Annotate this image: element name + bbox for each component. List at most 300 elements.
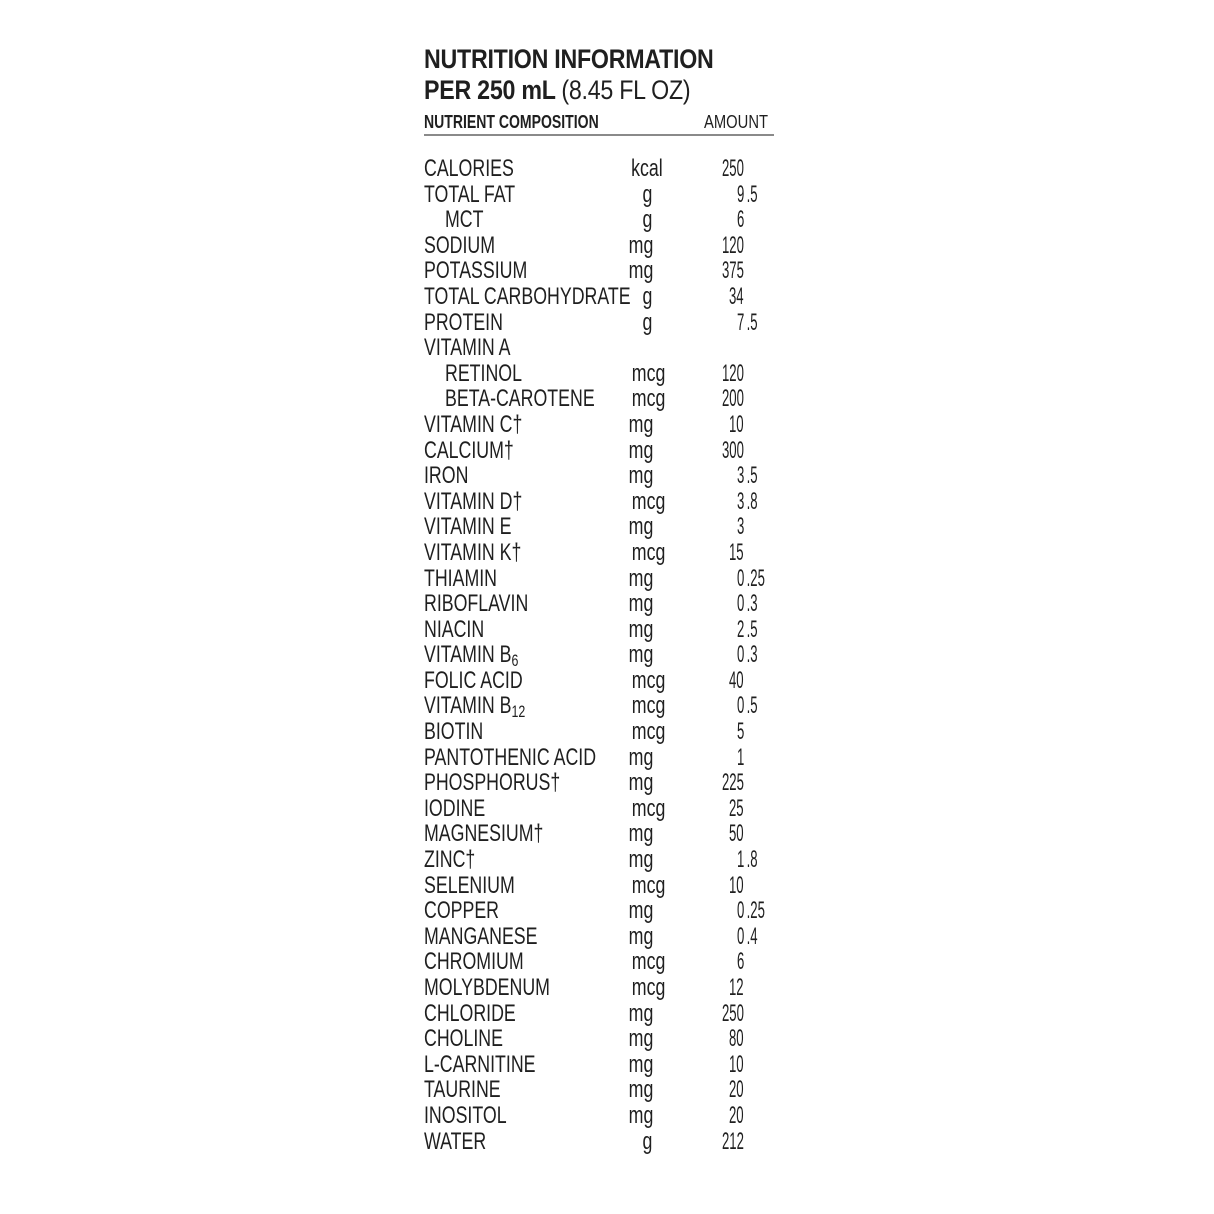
nutrient-amount — [722, 386, 762, 412]
nutrient-amount-value — [737, 310, 762, 336]
nutrient-name-subscript: 6 — [511, 651, 519, 671]
nutrient-row — [424, 821, 774, 847]
nutrient-amount-fraction: .5 — [746, 308, 758, 336]
nutrient-unit — [620, 745, 652, 771]
nutrient-unit — [620, 538, 666, 566]
nutrient-row — [424, 514, 774, 540]
nutrient-name — [424, 489, 522, 515]
nutrient-unit-text: mcg — [631, 871, 666, 899]
nutrient-name-text: VITAMIN E — [424, 513, 512, 541]
nutrient-row — [424, 796, 774, 822]
nutrient-name-text: RIBOFLAVIN — [424, 590, 529, 618]
nutrient-name — [424, 745, 596, 771]
nutrient-name — [424, 898, 499, 924]
nutrient-amount-value — [737, 566, 772, 592]
nutrient-name-text: MAGNESIUM† — [424, 820, 544, 848]
nutrient-name-text: PHOSPHORUS† — [424, 769, 561, 797]
nutrient-name — [424, 719, 483, 745]
nutrient-amount — [729, 821, 756, 847]
nutrient-name-text: TOTAL FAT — [424, 180, 516, 208]
nutrient-name — [424, 156, 514, 182]
nutrient-amount — [737, 924, 770, 950]
nutrient-amount-fraction: .25 — [746, 564, 765, 592]
nutrient-row — [424, 463, 774, 489]
nutrient-unit-text: mg — [628, 615, 654, 643]
nutrient-row — [424, 745, 774, 771]
nutrient-amount — [729, 975, 756, 1001]
nutrient-row — [424, 1052, 774, 1078]
nutrient-amount — [729, 412, 756, 438]
nutrient-unit — [620, 359, 666, 387]
nutrient-amount-value — [737, 719, 747, 745]
column-header — [424, 110, 774, 136]
nutrient-amount-value — [737, 898, 772, 924]
nutrient-unit — [620, 487, 666, 515]
nutrient-unit — [620, 412, 652, 438]
nutrient-name-text: PROTEIN — [424, 308, 503, 336]
nutrient-amount-integer: 20 — [729, 1101, 744, 1129]
nutrient-amount-value — [722, 1129, 752, 1155]
nutrient-name — [445, 386, 595, 412]
nutrient-unit-text: mcg — [631, 385, 666, 413]
nutrient-unit-text: mg — [628, 590, 654, 618]
nutrient-name — [424, 1026, 503, 1052]
nutrient-amount-integer: 10 — [729, 871, 744, 899]
nutrient-name-text: WATER — [424, 1127, 487, 1155]
nutrient-name-text: SODIUM — [424, 231, 496, 259]
nutrient-row — [424, 668, 774, 694]
nutrient-column-header: NUTRIENT COMPOSITION — [424, 112, 599, 132]
nutrient-amount-integer: 15 — [729, 538, 744, 566]
nutrient-amount — [722, 258, 762, 284]
nutrient-row — [424, 1077, 774, 1103]
nutrient-unit-text: mg — [628, 564, 654, 592]
nutrient-unit-text: mcg — [631, 794, 666, 822]
nutrient-amount-integer: 250 — [722, 155, 744, 182]
nutrient-amount-integer: 6 — [736, 948, 744, 976]
nutrient-amount — [722, 156, 762, 182]
nutrient-amount — [737, 463, 770, 489]
nutrient-amount-integer: 0 — [736, 692, 744, 720]
nutrient-unit — [620, 847, 652, 873]
nutrient-amount-integer: 200 — [722, 385, 744, 413]
nutrient-amount-fraction: .8 — [746, 487, 758, 515]
nutrient-name-text: THIAMIN — [424, 564, 498, 592]
nutrient-unit — [620, 1103, 652, 1129]
nutrient-amount-integer: 225 — [722, 769, 744, 797]
nutrient-amount-integer: 0 — [736, 590, 744, 618]
nutrient-amount-value — [737, 182, 762, 208]
serving-size-bold: PER 250 mL — [424, 75, 556, 105]
nutrient-unit-text: mg — [628, 922, 654, 950]
nutrient-row — [424, 335, 774, 361]
nutrient-row — [424, 1129, 774, 1155]
nutrient-name-text: MANGANESE — [424, 922, 538, 950]
nutrient-amount-integer: 5 — [736, 718, 744, 746]
nutrient-row — [424, 310, 774, 336]
nutrient-unit — [620, 566, 652, 592]
nutrient-amount — [729, 796, 756, 822]
nutrient-unit-text: mg — [628, 846, 654, 874]
nutrient-amount-integer: 120 — [722, 231, 744, 259]
nutrient-amount-fraction: .8 — [746, 846, 758, 874]
nutrient-amount-value — [729, 1077, 749, 1103]
nutrient-name-text: VITAMIN B — [424, 641, 512, 669]
nutrient-amount — [737, 182, 770, 208]
nutrient-unit — [620, 463, 652, 489]
nutrient-unit-text: mg — [628, 1101, 654, 1129]
nutrient-amount-value — [729, 1103, 749, 1129]
nutrient-name — [424, 821, 543, 847]
nutrient-unit — [620, 948, 666, 976]
nutrient-amount-integer: 7 — [736, 308, 744, 336]
nutrient-amount-fraction: .4 — [746, 922, 758, 950]
nutrient-amount-value — [737, 693, 762, 719]
nutrient-unit-text: mcg — [631, 359, 666, 387]
nutrient-unit — [620, 974, 666, 1001]
nutrient-amount-integer: 2 — [736, 615, 744, 643]
nutrient-unit-text: mg — [628, 1025, 654, 1053]
serving-size-ounces: (8.45 FL OZ) — [561, 75, 691, 105]
nutrient-amount — [729, 1026, 756, 1052]
nutrient-row — [424, 386, 774, 412]
nutrient-unit-text: mg — [628, 999, 654, 1027]
nutrient-name — [424, 412, 522, 438]
nutrient-name-text: BETA-CAROTENE — [445, 385, 595, 413]
nutrient-row — [424, 258, 774, 284]
nutrient-amount-integer: 9 — [736, 180, 744, 208]
nutrient-amount-integer: 20 — [729, 1076, 744, 1104]
nutrient-amount — [729, 284, 756, 310]
nutrient-unit-text: mcg — [631, 487, 666, 515]
nutrient-amount-value — [729, 796, 749, 822]
nutrient-amount-integer: 3 — [736, 513, 744, 541]
nutrient-amount-value — [722, 258, 752, 284]
nutrient-amount-integer: 0 — [736, 922, 744, 950]
nutrient-row — [424, 975, 774, 1001]
nutrient-name-subscript: 12 — [511, 702, 526, 722]
nutrient-name-text: NIACIN — [424, 615, 485, 643]
nutrient-amount-integer: 80 — [729, 1025, 744, 1053]
nutrient-name — [424, 1129, 486, 1155]
nutrient-row — [424, 284, 774, 310]
nutrient-amount-value — [729, 821, 749, 847]
nutrient-row — [424, 591, 774, 617]
nutrient-amount — [722, 770, 762, 796]
nutrient-amount-fraction: .5 — [746, 462, 758, 490]
nutrient-amount-integer: 120 — [722, 359, 744, 387]
nutrient-amount — [737, 566, 784, 592]
nutrient-amount-integer: 6 — [736, 206, 744, 234]
nutrient-unit — [620, 1026, 652, 1052]
nutrition-label — [424, 44, 774, 1154]
nutrient-amount-value — [722, 770, 752, 796]
nutrient-name — [424, 796, 485, 822]
nutrient-amount — [729, 1077, 756, 1103]
nutrient-unit-text: mg — [628, 231, 654, 259]
nutrient-name — [424, 233, 495, 259]
nutrient-amount-fraction: .3 — [746, 641, 758, 669]
nutrient-amount-value — [737, 949, 747, 975]
nutrient-unit — [620, 284, 652, 310]
nutrient-name — [424, 873, 515, 899]
nutrient-unit — [620, 310, 652, 336]
nutrient-amount — [737, 489, 770, 515]
nutrient-amount-value — [737, 924, 762, 950]
nutrient-unit — [620, 871, 666, 899]
nutrient-unit — [620, 438, 652, 464]
nutrient-name-text: FOLIC ACID — [424, 666, 523, 694]
nutrient-amount — [737, 693, 770, 719]
nutrient-amount-value — [737, 591, 762, 617]
nutrient-unit — [620, 385, 666, 413]
nutrient-unit — [620, 258, 652, 284]
nutrient-name-text: POTASSIUM — [424, 257, 528, 285]
nutrient-amount-integer: 250 — [722, 999, 744, 1027]
nutrient-amount-fraction: .5 — [746, 180, 758, 208]
nutrient-row — [424, 641, 774, 671]
nutrient-amount-integer: 25 — [729, 794, 744, 822]
nutrient-amount — [729, 873, 756, 899]
nutrient-name — [424, 617, 484, 643]
nutrient-row — [424, 692, 774, 722]
nutrient-name-text: ZINC† — [424, 846, 476, 874]
nutrient-amount — [722, 438, 762, 464]
nutrient-amount-value — [729, 540, 749, 566]
nutrient-amount — [729, 668, 756, 694]
nutrient-amount-value — [729, 284, 749, 310]
nutrient-unit — [620, 514, 652, 540]
nutrient-unit — [620, 770, 652, 796]
nutrient-amount-integer: 1 — [736, 743, 744, 771]
nutrient-unit — [620, 821, 652, 847]
nutrient-name-text: CALCIUM† — [424, 436, 514, 464]
nutrient-amount-integer: 0 — [736, 641, 744, 669]
nutrient-unit-text: mg — [628, 513, 654, 541]
nutrient-name-text: BIOTIN — [424, 718, 484, 746]
nutrient-amount-integer: 10 — [729, 410, 744, 438]
nutrient-name — [424, 847, 475, 873]
nutrient-unit — [620, 794, 666, 822]
nutrient-name — [424, 924, 537, 950]
amount-column-header: AMOUNT — [704, 112, 768, 132]
nutrient-unit — [620, 207, 652, 233]
nutrient-unit — [620, 617, 652, 643]
nutrient-unit-text: kcal — [631, 155, 663, 182]
nutrient-unit — [620, 182, 652, 208]
nutrient-unit — [620, 1077, 652, 1103]
nutrient-name — [424, 438, 514, 464]
nutrient-name — [424, 284, 631, 310]
nutrient-amount-value — [722, 233, 752, 259]
nutrient-amount-integer: 300 — [722, 436, 744, 464]
nutrient-name-text: L-CARNITINE — [424, 1050, 536, 1078]
nutrient-name-text: CHROMIUM — [424, 948, 524, 976]
nutrient-unit-text: mcg — [631, 948, 666, 976]
nutrient-row — [424, 438, 774, 464]
nutrient-name — [424, 668, 523, 694]
nutrient-amount — [737, 514, 750, 540]
nutrient-unit — [620, 642, 652, 668]
nutrient-unit — [620, 1001, 652, 1027]
nutrient-row — [424, 898, 774, 924]
nutrient-name-text: MCT — [445, 206, 484, 234]
nutrient-table — [424, 156, 774, 1154]
nutrient-amount — [729, 1052, 756, 1078]
nutrient-unit-text: g — [642, 206, 652, 234]
nutrient-amount — [737, 719, 750, 745]
nutrient-name — [424, 1052, 536, 1078]
nutrient-amount-fraction: .25 — [746, 897, 765, 925]
nutrient-row — [424, 1103, 774, 1129]
nutrient-name-text: CALORIES — [424, 155, 514, 182]
nutrient-name — [424, 975, 550, 1001]
nutrient-amount-integer: 1 — [736, 846, 744, 874]
nutrient-unit-text: mg — [628, 410, 654, 438]
nutrient-name-text: RETINOL — [445, 359, 522, 387]
nutrient-amount — [737, 207, 750, 233]
nutrient-amount — [729, 1103, 756, 1129]
nutrient-amount-value — [729, 975, 749, 1001]
nutrient-unit-text: g — [642, 180, 652, 208]
nutrient-unit-text: mcg — [631, 666, 666, 694]
nutrient-amount-value — [729, 1052, 749, 1078]
nutrient-name-text: SELENIUM — [424, 871, 515, 899]
nutrient-unit-text: mcg — [631, 692, 666, 720]
nutrient-name — [424, 463, 468, 489]
nutrient-amount-fraction: .5 — [746, 692, 758, 720]
nutrient-amount — [729, 540, 756, 566]
nutrient-row — [424, 949, 774, 975]
nutrient-row — [424, 207, 774, 233]
nutrient-unit — [620, 591, 652, 617]
label-title: NUTRITION INFORMATION — [424, 44, 714, 74]
nutrient-amount-integer: 375 — [722, 257, 744, 285]
nutrient-name-text: VITAMIN A — [424, 334, 511, 362]
nutrient-row — [424, 719, 774, 745]
nutrient-amount-value — [737, 847, 762, 873]
nutrient-name — [424, 1001, 516, 1027]
nutrient-name-text: IODINE — [424, 794, 486, 822]
nutrient-unit-text: mg — [628, 1050, 654, 1078]
nutrient-unit-text: g — [642, 308, 652, 336]
nutrient-amount-value — [722, 1001, 752, 1027]
nutrient-row — [424, 924, 774, 950]
nutrient-amount — [737, 310, 770, 336]
nutrient-name-text: IRON — [424, 462, 469, 490]
nutrient-unit-text: mg — [628, 1076, 654, 1104]
nutrient-amount-value — [722, 361, 752, 387]
nutrient-name — [424, 591, 528, 617]
nutrient-name-text: TOTAL CARBOHYDRATE — [424, 282, 631, 310]
nutrient-row — [424, 489, 774, 515]
nutrient-amount-integer: 10 — [729, 1050, 744, 1078]
nutrient-unit-text: g — [642, 282, 652, 310]
nutrient-amount-integer: 3 — [736, 462, 744, 490]
nutrient-amount-value — [737, 514, 747, 540]
nutrient-name-text: PANTOTHENIC ACID — [424, 743, 597, 771]
nutrient-amount-value — [737, 207, 747, 233]
nutrient-amount-fraction: .3 — [746, 590, 758, 618]
nutrient-unit — [620, 1129, 652, 1155]
nutrient-name-text: VITAMIN D† — [424, 487, 523, 515]
nutrient-row — [424, 412, 774, 438]
nutrient-amount — [737, 898, 784, 924]
nutrient-name-text: TAURINE — [424, 1076, 501, 1104]
nutrient-unit — [620, 335, 652, 361]
nutrient-amount-integer: 0 — [736, 897, 744, 925]
nutrient-row — [424, 566, 774, 592]
nutrient-amount-integer: 12 — [729, 974, 744, 1001]
nutrient-name-text: VITAMIN B — [424, 692, 512, 720]
nutrient-unit-text: mcg — [631, 538, 666, 566]
nutrient-name — [424, 335, 511, 361]
nutrient-amount-value — [722, 156, 752, 182]
nutrient-unit — [620, 666, 666, 694]
nutrient-unit — [620, 155, 663, 182]
nutrient-row — [424, 617, 774, 643]
nutrient-row — [424, 873, 774, 899]
nutrient-name — [445, 207, 483, 233]
nutrient-unit — [620, 924, 652, 950]
nutrient-amount-value — [737, 617, 762, 643]
nutrient-row — [424, 361, 774, 387]
nutrient-unit-text: mg — [628, 641, 654, 669]
nutrient-amount-value — [737, 642, 762, 668]
nutrient-amount — [737, 847, 770, 873]
nutrient-amount-value — [737, 745, 747, 771]
nutrient-unit-text: mg — [628, 462, 654, 490]
nutrient-amount — [722, 1129, 762, 1155]
nutrient-name-text: MOLYBDENUM — [424, 974, 550, 1001]
nutrient-unit-text: mcg — [631, 974, 666, 1001]
nutrient-row — [424, 1001, 774, 1027]
nutrient-unit-text: mg — [628, 820, 654, 848]
nutrient-amount-integer: 3 — [736, 487, 744, 515]
nutrient-amount — [722, 1001, 762, 1027]
nutrient-amount-value — [722, 438, 752, 464]
nutrient-amount — [737, 617, 770, 643]
nutrient-amount — [737, 745, 750, 771]
nutrient-amount — [737, 642, 770, 668]
nutrient-row — [424, 1026, 774, 1052]
nutrient-name — [424, 566, 497, 592]
nutrient-name — [424, 1103, 507, 1129]
nutrient-name-text: VITAMIN C† — [424, 410, 523, 438]
nutrient-amount-integer: 0 — [736, 564, 744, 592]
label-serving-size — [424, 75, 725, 106]
nutrient-name — [445, 361, 522, 387]
nutrient-row — [424, 233, 774, 259]
nutrient-name-text: CHOLINE — [424, 1025, 503, 1053]
nutrient-unit-text: mcg — [631, 718, 666, 746]
nutrient-row — [424, 770, 774, 796]
nutrient-unit-text: mg — [628, 257, 654, 285]
nutrient-name — [424, 1077, 501, 1103]
nutrient-unit-text: mg — [628, 769, 654, 797]
nutrient-name — [424, 770, 560, 796]
nutrient-amount-value — [737, 463, 762, 489]
nutrient-unit — [620, 718, 666, 746]
nutrient-row — [424, 847, 774, 873]
nutrient-unit-text: g — [642, 1127, 652, 1155]
nutrient-amount-value — [729, 1026, 749, 1052]
nutrient-name — [424, 949, 524, 975]
nutrient-unit — [620, 1052, 652, 1078]
nutrient-amount-fraction: .5 — [746, 615, 758, 643]
nutrient-unit-text: mg — [628, 897, 654, 925]
nutrient-name — [424, 540, 521, 566]
